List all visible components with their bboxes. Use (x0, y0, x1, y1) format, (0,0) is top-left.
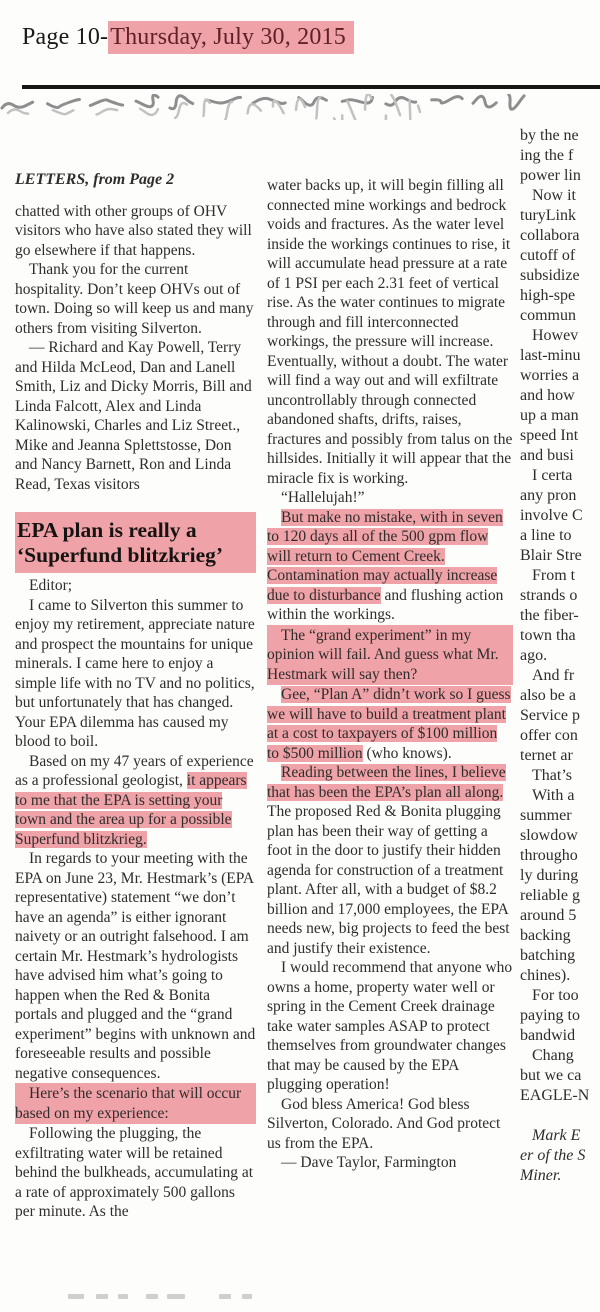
clipped-text-line: backing (520, 927, 571, 944)
clipped-text-line: involve C (520, 507, 583, 524)
clipped-text-line: town tha (520, 627, 576, 644)
clipped-text-line: a line to (520, 527, 572, 544)
text-segment: (who knows). (362, 744, 452, 762)
clipped-text-line: ago. (520, 647, 548, 664)
column-right-clipped (520, 126, 600, 1186)
column-middle (267, 176, 513, 1173)
paragraph: water backs up, it will begin filling all connected mine workings and bedrock voids and fractures. As the water level inside the workings continues to rise, it will accumulate head pressure at a rate of 1 PSI per each 2.31 feet of vertical rise. As the water continues to migrate through and fill interconnected workings, the pressure will increase. Eventually, without a doubt. The water will find a way out and will exfiltrate uncontrollably through connected abandoned shafts, drifts, raises, fractures and possibly from talus on the hillsides. Initially it will appear that the miracle fix is working. (267, 177, 513, 487)
text-segment: The proposed Red & Bonita plugging plan has been their way of getting a foot in the door to justify their hidden agenda for construction of a treatment plant. After all, with a budget of $8.2 billion and 17,000 employees, the EPA needs new, big projects to feed the best and justify their existence. (267, 803, 510, 957)
section-kicker: LETTERS, from Page 2 (15, 171, 175, 188)
paragraph: “Hallelujah!” (281, 489, 365, 506)
clipped-text-line: around 5 (520, 907, 577, 924)
highlighted-text: it appears to me that the EPA is setting your town and the area up for a possible Superfund blitzkrieg. (15, 772, 247, 848)
paragraph (267, 685, 513, 763)
clipped-text-line: ly during (520, 867, 579, 884)
paragraph: Thank you for the current hospitality. Don’t keep OHVs out of town. Doing so will keep us and many others from visiting Silverton. (15, 261, 254, 337)
clipped-text-line: cutoff of (520, 247, 576, 264)
clipped-text-line: bandwid (520, 1027, 576, 1044)
clipped-text-line: any pron (520, 487, 577, 504)
clipped-text-line: worries a (520, 367, 580, 384)
clipped-text-line: offer con (520, 727, 578, 744)
clipped-text-line: commun (520, 307, 576, 324)
cutoff-mark (68, 1294, 84, 1299)
text-segment: and flushing action within the workings. (267, 586, 504, 623)
clipped-text-line: And fr (532, 667, 575, 684)
clipped-text-line: turyLink (520, 207, 576, 224)
paragraph: Editor; (29, 577, 73, 594)
date-highlight: Thursday, July 30, 2015 (108, 21, 354, 54)
highlighted-text: Gee, “Plan A” didn’t work so I guess we will have to build a treatment plant at a cost to taxpayers of $100 million to $500 million (267, 686, 511, 762)
header-rule (22, 85, 600, 89)
clipped-text-line: For too (532, 987, 579, 1004)
clipped-text-line: up a man (520, 407, 579, 424)
text-segment: Based on my 47 years of experience as a professional geologist, (15, 752, 254, 789)
clipped-text-line: power lin (520, 167, 581, 184)
cutoff-mark (118, 1294, 128, 1299)
clipped-text-line: Blair Stre (520, 547, 582, 564)
clipped-text-line: Chang (532, 1047, 574, 1064)
clipped-text-line: Now it (532, 187, 576, 204)
clipped-text-line: last-minu (520, 347, 581, 364)
clipped-text-line: Miner. (520, 1167, 562, 1184)
torn-paper-edge (0, 94, 600, 120)
clipped-text-line: With a (532, 787, 575, 804)
page-bottom-cutoff-fragment (68, 1294, 252, 1300)
clipped-text-line: and how (520, 387, 575, 404)
clipped-text-line: slowdow (520, 827, 578, 844)
cutoff-mark (146, 1294, 158, 1299)
clipped-text-line: by the ne (520, 127, 579, 144)
clipped-text-line: chines). (520, 967, 571, 984)
clipped-text-line: reliable g (520, 887, 580, 904)
cutoff-mark (167, 1294, 185, 1299)
clipped-text-line: speed Int (520, 427, 579, 444)
paragraph (15, 752, 256, 850)
highlighted-text: Reading between the lines, I believe that has been the EPA’s plan all along. (267, 764, 506, 801)
clipped-text-line: subsidize (520, 267, 580, 284)
highlighted-paragraph: Here’s the scenario that will occur based on my experience: (15, 1083, 256, 1124)
clipped-text-line: That’s (532, 767, 572, 784)
paragraph (267, 508, 513, 625)
clipped-text-line: ing the f (520, 147, 574, 164)
paragraph (267, 763, 513, 958)
clipped-text-line: ternet ar (520, 747, 573, 764)
clipped-text-line: also be a (520, 687, 576, 704)
clipped-text-line: collabora (520, 227, 580, 244)
clipped-text-line: batching (520, 947, 576, 964)
clipped-text-line: througho (520, 847, 578, 864)
clipped-text-line: paying to (520, 1007, 580, 1024)
signature-paragraph: — Dave Taylor, Farmington (281, 1154, 457, 1171)
signature-paragraph: — Richard and Kay Powell, Terry and Hilda McLeod, Dan and Lanell Smith, Liz and Dicky Morris, Bill and Linda Falcott, Alex and Linda Kalinowski, Charles and Liz Street., Mike and Jeanna Splettstosse, Don and Nancy Barnett, Ron and Linda Read, Texas visitors (15, 339, 252, 493)
paragraph: I would recommend that anyone who owns a home, property water well or spring in the Cement Creek drainage take water samples ASAP to protect themselves from groundwater changes that may be caused by the EPA plugging operation! (267, 959, 513, 1093)
clipped-text-line: Howev (532, 327, 579, 344)
paragraph: I came to Silverton this summer to enjoy my retirement, appreciate nature and prospect the mountains for unique minerals. I came here to enjoy a simple life with no TV and no politics, but unfortunately that has changed. Your EPA dilemma has caused my blood to boil. (15, 596, 255, 750)
highlighted-text: But make no mistake, with in seven to 120 days all of the 500 gpm flow will return to Cement Creek. Contamination may actually increase due to disturbance (267, 508, 503, 604)
paragraph: Following the plugging, the exfiltrating water will be retained behind the bulkheads, accumulating at a rate of approximately 500 gallons per minute. As the (15, 1125, 254, 1220)
page-header (22, 24, 354, 51)
cutoff-mark (242, 1294, 252, 1299)
clipped-text-line: EAGLE-N (520, 1087, 590, 1104)
cutoff-mark (96, 1294, 108, 1299)
clipped-text-line: and busi (520, 447, 574, 464)
highlighted-paragraph: The “grand experiment” in my opinion will fail. And guess what Mr. Hestmark will say then? (267, 625, 513, 686)
clipped-text-line: summer (520, 807, 572, 824)
column-left (15, 170, 256, 1222)
paragraph: In regards to your meeting with the EPA on June 23, Mr. Hestmark’s (EPA representative) statement “we don’t have an agenda” is either ignorant naivety or an outright falsehood. I am certain Mr. Hestmark’s hydrologists have advised him what’s going to happen when the Red & Bonita portals and plugged and the “grand experiment” begins with unknown and foreseeable results and possible negative consequences. (15, 850, 256, 1082)
letter-headline: EPA plan is really a ‘Superfund blitzkrieg’ (15, 512, 256, 573)
clipped-text-line: the fiber- (520, 607, 579, 624)
clipped-text-line: strands o (520, 587, 578, 604)
clipped-text-line: Mark E (532, 1127, 581, 1144)
clipped-text-line: From t (532, 567, 576, 584)
paragraph: chatted with other groups of OHV visitors who have also stated they will go elsewhere if that happens. (15, 202, 252, 259)
clipped-text-line: but we ca (520, 1067, 582, 1084)
clipped-text-line: high-spe (520, 287, 576, 304)
cutoff-mark (219, 1294, 231, 1299)
clipped-text-line: Service p (520, 707, 580, 724)
page-number-label: Page 10- (22, 24, 109, 50)
clipped-text-line: er of the S (520, 1147, 586, 1164)
paragraph: God bless America! God bless Silverton, Colorado. And God protect us from the EPA. (267, 1095, 501, 1152)
clipped-text-line: I certa (532, 467, 573, 484)
